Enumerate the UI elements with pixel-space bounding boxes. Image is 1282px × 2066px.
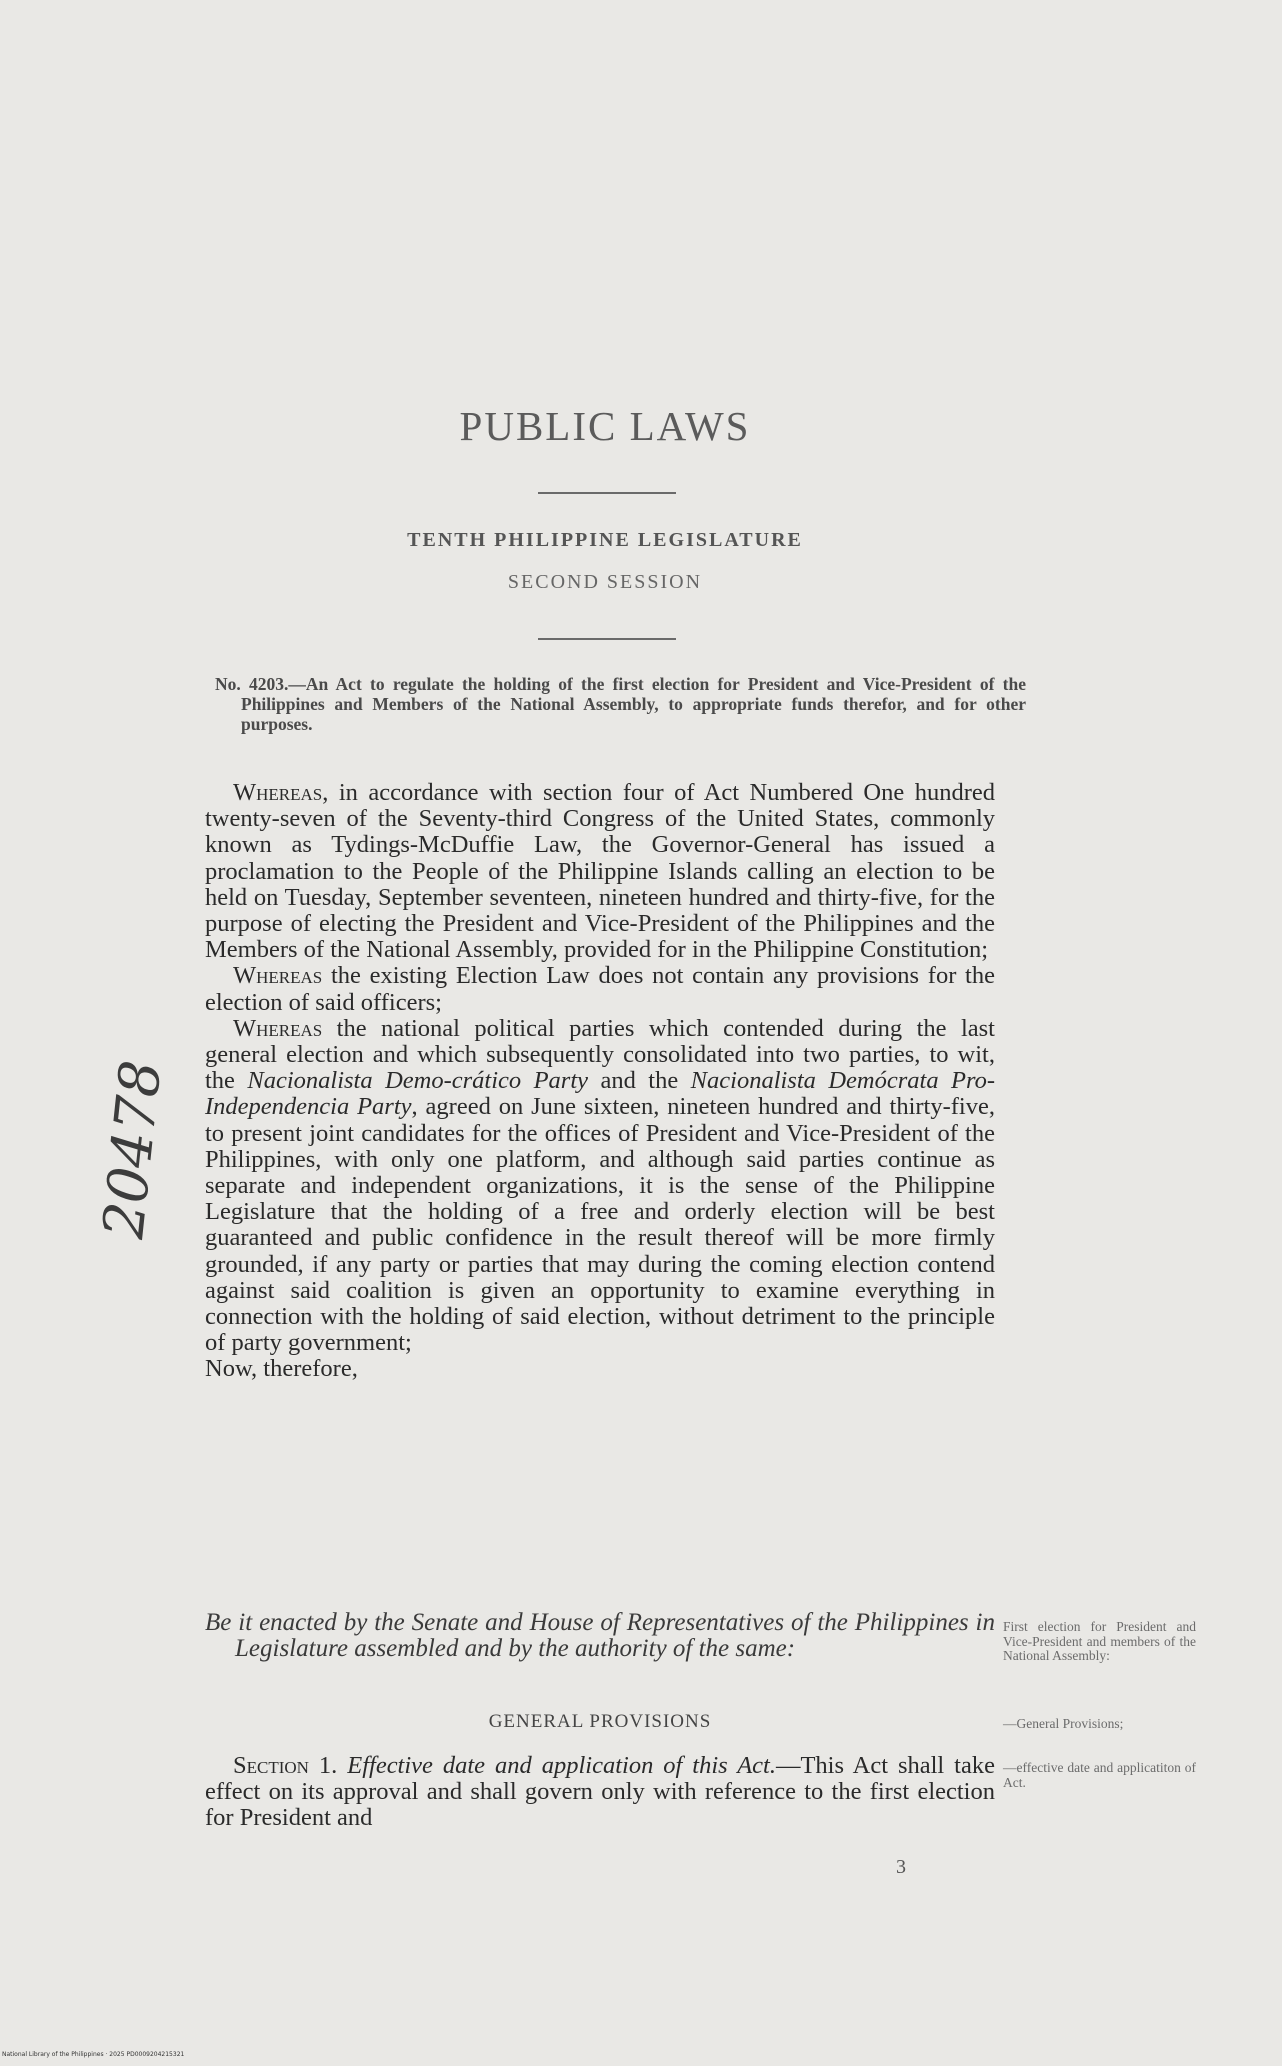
whereas-lead: Whereas xyxy=(233,1014,323,1042)
section-text: —This Act shall take effect on its approval and shall govern only with reference to the first election for President and xyxy=(205,1752,995,1831)
section-1 xyxy=(205,1753,995,1831)
enacting-clause: Be it enacted by the Senate and House of Representatives of the Philippines in Legislature assembled and by the authority of the same: xyxy=(205,1609,995,1662)
act-title: —An Act to regulate the holding of the first election for President and Vice-President of the Philippines and Members of the National Assembly, to appropriate funds therefor, and for other purposes. xyxy=(241,674,1027,734)
whereas-text: , agreed on June sixteen, nineteen hundred and thirty-five, to present joint candidates for the offices of President and Vice-President of the Philippines, with only one platform, and although said parties continue as separate and independent organizations, it is the sense of the Philippine Legislature that the holding of a free and orderly election will be best guaranteed and public confidence in the result thereof will be more firmly grounded, if any party or parties that may during the coming election contend against said coalition is given an opportunity to examine everything in connection with the holding of said election, without detriment to the principle of party government; xyxy=(205,1093,995,1357)
margin-note-first-election: First election for President and Vice-President and members of the National Assembly: xyxy=(1003,1619,1196,1663)
page-title: PUBLIC LAWS xyxy=(459,403,751,449)
title-divider xyxy=(538,492,676,494)
whereas-paragraph-2 xyxy=(205,963,995,1015)
whereas-paragraph-3 xyxy=(205,1016,995,1357)
whereas-paragraph-1 xyxy=(205,780,995,963)
archive-footer: National Library of the Philippines · 2025 PD0009204215321 xyxy=(2,2051,185,2058)
general-provisions-heading: GENERAL PROVISIONS xyxy=(488,1711,712,1732)
whereas-text: the existing Election Law does not contain any provisions for the election of said officers; xyxy=(205,962,995,1016)
margin-note-effective-date: —effective date and applicatiton of Act. xyxy=(1003,1760,1196,1790)
section-label: Section 1. xyxy=(233,1752,338,1779)
margin-note-general-provisions: —General Provisions; xyxy=(1003,1716,1124,1731)
party-name: Nacionalista Demo-crático Party xyxy=(247,1067,589,1095)
whereas-lead: Whereas, xyxy=(233,779,329,806)
whereas-lead: Whereas xyxy=(233,962,323,990)
now-therefore: Now, therefore, xyxy=(205,1355,358,1383)
party-name: Nacionalista Demócrata Pro-Independencia Party xyxy=(205,1067,996,1121)
act-number: No. 4203. xyxy=(215,674,289,694)
session-divider xyxy=(538,638,676,640)
section-heading: Effective date and application of this Act. xyxy=(347,1752,776,1779)
session-heading: SECOND SESSION xyxy=(507,571,703,593)
whereas-text: in accordance with section four of Act Numbered One hundred twenty-seven of the Seventy-third Congress of the United States, commonly known as Tydings-McDuffie Law, the Governor-General has issued a proclamation to the People of the Philippine Islands calling an election to be held on Tuesday, September seventeen, nineteen hundred and thirty-five, for the purpose of electing the President and Vice-President of the Philippines and the Members of the National Assembly, provided for in the Philippine Constitution; xyxy=(205,779,995,964)
act-summary xyxy=(215,674,1026,734)
handwritten-number-text: 20478 xyxy=(91,1057,175,1242)
whereas-text: the national political parties which contended during the last general election and which subsequently consolidated into two parties, to wit, the xyxy=(205,1014,995,1095)
preamble xyxy=(205,780,995,1383)
page-number: 3 xyxy=(896,1856,906,1878)
handwritten-number xyxy=(80,1000,180,1270)
legislature-heading: TENTH PHILIPPINE LEGISLATURE xyxy=(407,529,803,551)
whereas-text: and the xyxy=(588,1067,691,1095)
section-1-paragraph xyxy=(205,1753,995,1831)
